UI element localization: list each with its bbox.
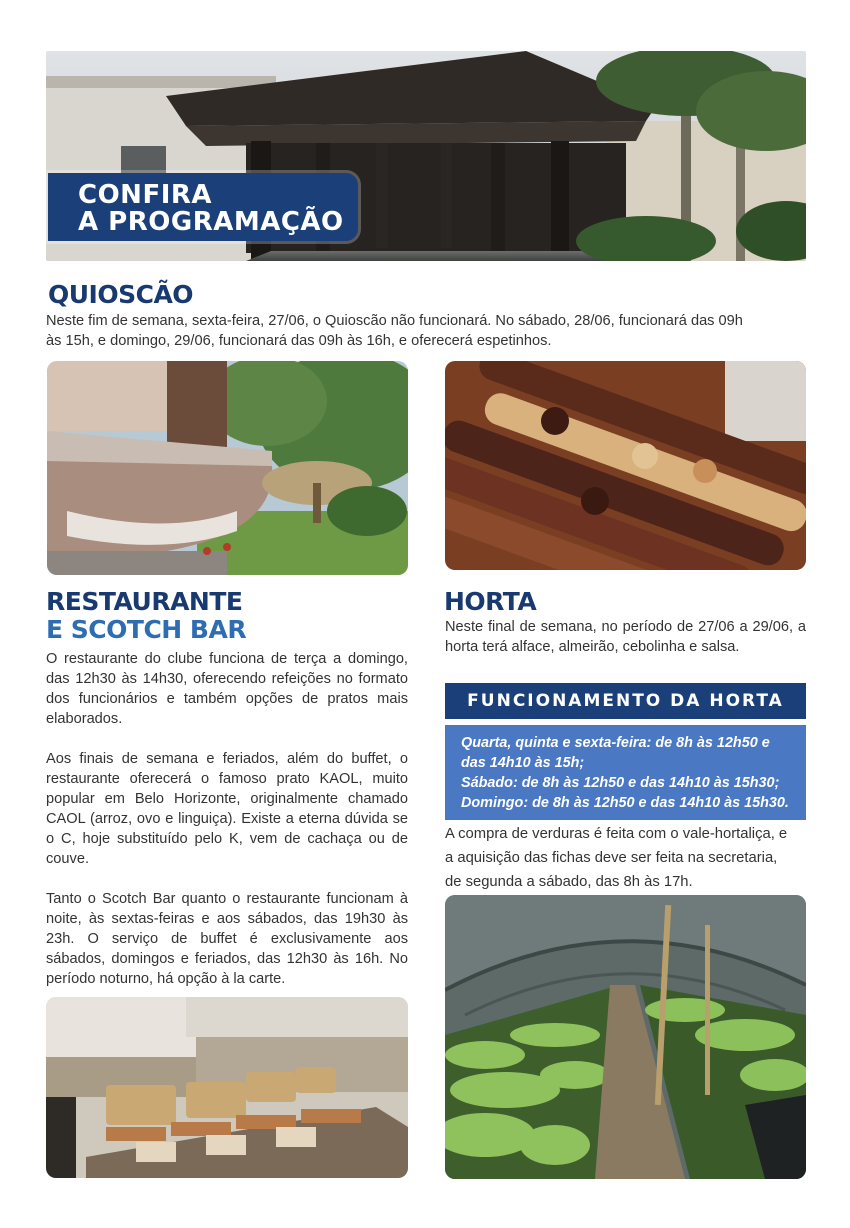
- horta-purchase-line3: de segunda a sábado, das 8h às 17h.: [445, 874, 693, 890]
- horta-schedule-box: [445, 725, 806, 820]
- restaurante-paragraph-2: Aos finais de semana e feriados, além do buffet, o restaurante oferecerá o famoso prato KAOL, muito popular em Belo Horizonte, originalmente chamado CAOL (arroz, ovo e linguiça). Existe a eterna dúvida se o C, hoje substituído pelo K, vem de cachaça ou de couve.: [46, 751, 408, 867]
- restaurant-terrace-photo: [47, 361, 408, 575]
- restaurant-interior-photo: [46, 997, 408, 1178]
- skewers-photo: [445, 361, 806, 570]
- hero-title-line1: CONFIRA: [78, 180, 213, 210]
- quioscao-text-line2: às 15h, e domingo, 29/06, funcionará das 09h às 16h, e oferecerá espetinhos.: [46, 333, 552, 349]
- restaurante-paragraph-1: O restaurante do clube funciona de terça a domingo, das 12h30 às 14h30, oferecendo refeições no formato dos funcionários e também opções de pratos mais elaborados.: [46, 651, 408, 727]
- quioscao-title: QUIOSCÃO: [48, 280, 194, 309]
- restaurante-title-line1: RESTAURANTE: [46, 587, 243, 616]
- restaurante-paragraph-3: Tanto o Scotch Bar quanto o restaurante funcionam à noite, às sextas-feiras e aos sábados, das 19h30 às 23h. O serviço de buffet é exclusivamente aos sábados, domingos e feriados, das 12h30 às 16h. No período noturno, há opção à la carte.: [46, 891, 408, 987]
- horta-schedule-title: FUNCIONAMENTO DA HORTA: [445, 683, 806, 719]
- horta-schedule-line4: Domingo: de 8h às 12h50 e das 14h10 às 15h30.: [461, 795, 789, 811]
- horta-schedule-line1: Quarta, quinta e sexta-feira: de 8h às 12h50 e: [461, 735, 770, 751]
- hero-title-line2: A PROGRAMAÇÃO: [78, 207, 344, 237]
- hero-title-banner: [48, 173, 358, 241]
- horta-purchase-line2: a aquisição das fichas deve ser feita na secretaria,: [445, 850, 778, 866]
- quioscao-text-line1: Neste fim de semana, sexta-feira, 27/06, o Quioscão não funcionará. No sábado, 28/06, funcionará das 09h: [46, 313, 743, 329]
- restaurante-title-line2: E SCOTCH BAR: [46, 615, 247, 644]
- horta-schedule-line3: Sábado: de 8h às 12h50 e das 14h10 às 15h30;: [461, 775, 780, 791]
- greenhouse-photo: [445, 895, 806, 1179]
- horta-purchase-line1: A compra de verduras é feita com o vale-hortaliça, e: [445, 826, 788, 842]
- horta-schedule-line2: das 14h10 às 15h;: [461, 755, 585, 771]
- horta-title: HORTA: [444, 587, 537, 616]
- horta-intro: Neste final de semana, no período de 27/06 a 29/06, a horta terá alface, almeirão, cebolinha e salsa.: [445, 619, 806, 655]
